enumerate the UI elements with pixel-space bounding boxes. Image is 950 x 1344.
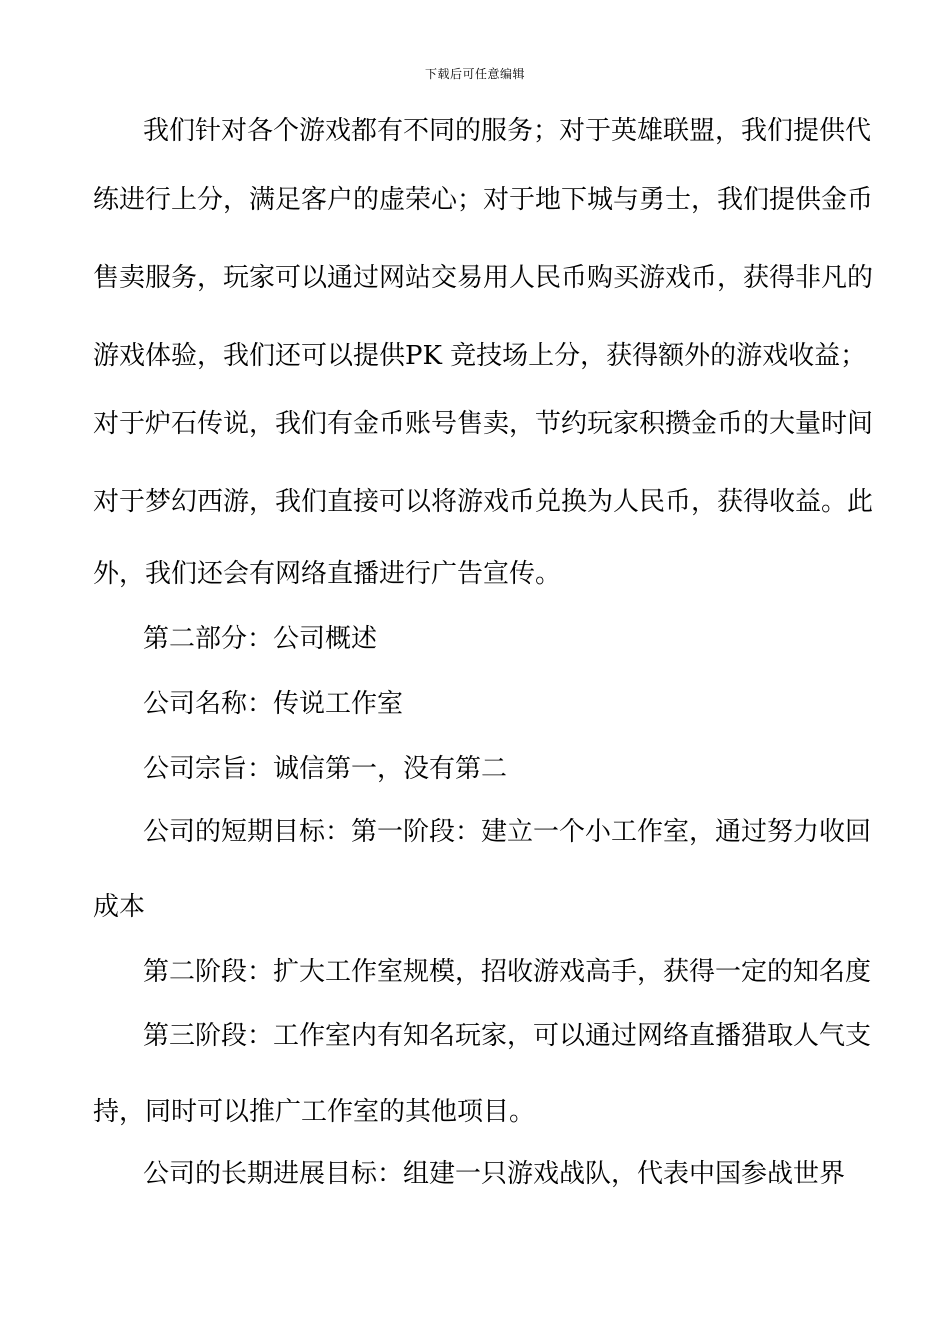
text-line-6: 对于梦幻西游，我们直接可以将游戏币兑换为人民币，获得收益。此 xyxy=(93,487,874,517)
text-line-4: 游戏体验，我们还可以提供PK 竞技场上分，获得额外的游戏收益； xyxy=(93,341,867,371)
long-term-goal-line: 公司的长期进展目标：组建一只游戏战队，代表中国参战世界 xyxy=(143,1159,846,1189)
stage-two-line: 第二阶段：扩大工作室规模，招收游戏高手，获得一定的知名度 xyxy=(143,957,872,987)
text-line-5: 对于炉石传说，我们有金币账号售卖，节约玩家积攒金币的大量时间 xyxy=(93,409,874,439)
stage-three-line: 第三阶段：工作室内有知名玩家，可以通过网络直播猎取人气支 xyxy=(143,1021,872,1051)
stage-three-cont: 持，同时可以推广工作室的其他项目。 xyxy=(93,1097,536,1127)
short-term-goal-line: 公司的短期目标：第一阶段：建立一个小工作室，通过努力收回 xyxy=(143,817,872,847)
company-tenet-line: 公司宗旨：诚信第一，没有第二 xyxy=(143,754,508,784)
section-heading: 第二部分：公司概述 xyxy=(143,624,378,654)
page-header: 下载后可任意编辑 xyxy=(424,67,525,81)
company-name-line: 公司名称：传说工作室 xyxy=(143,689,404,719)
text-line-2: 练进行上分，满足客户的虚荣心；对于地下城与勇士，我们提供金币 xyxy=(93,185,874,215)
text-line-7: 外，我们还会有网络直播进行广告宣传。 xyxy=(93,559,562,589)
short-term-goal-cont: 成本 xyxy=(93,892,146,922)
text-line-3: 售卖服务，玩家可以通过网站交易用人民币购买游戏币，获得非凡的 xyxy=(93,263,874,293)
text-line-1: 我们针对各个游戏都有不同的服务；对于英雄联盟，我们提供代 xyxy=(143,116,872,146)
